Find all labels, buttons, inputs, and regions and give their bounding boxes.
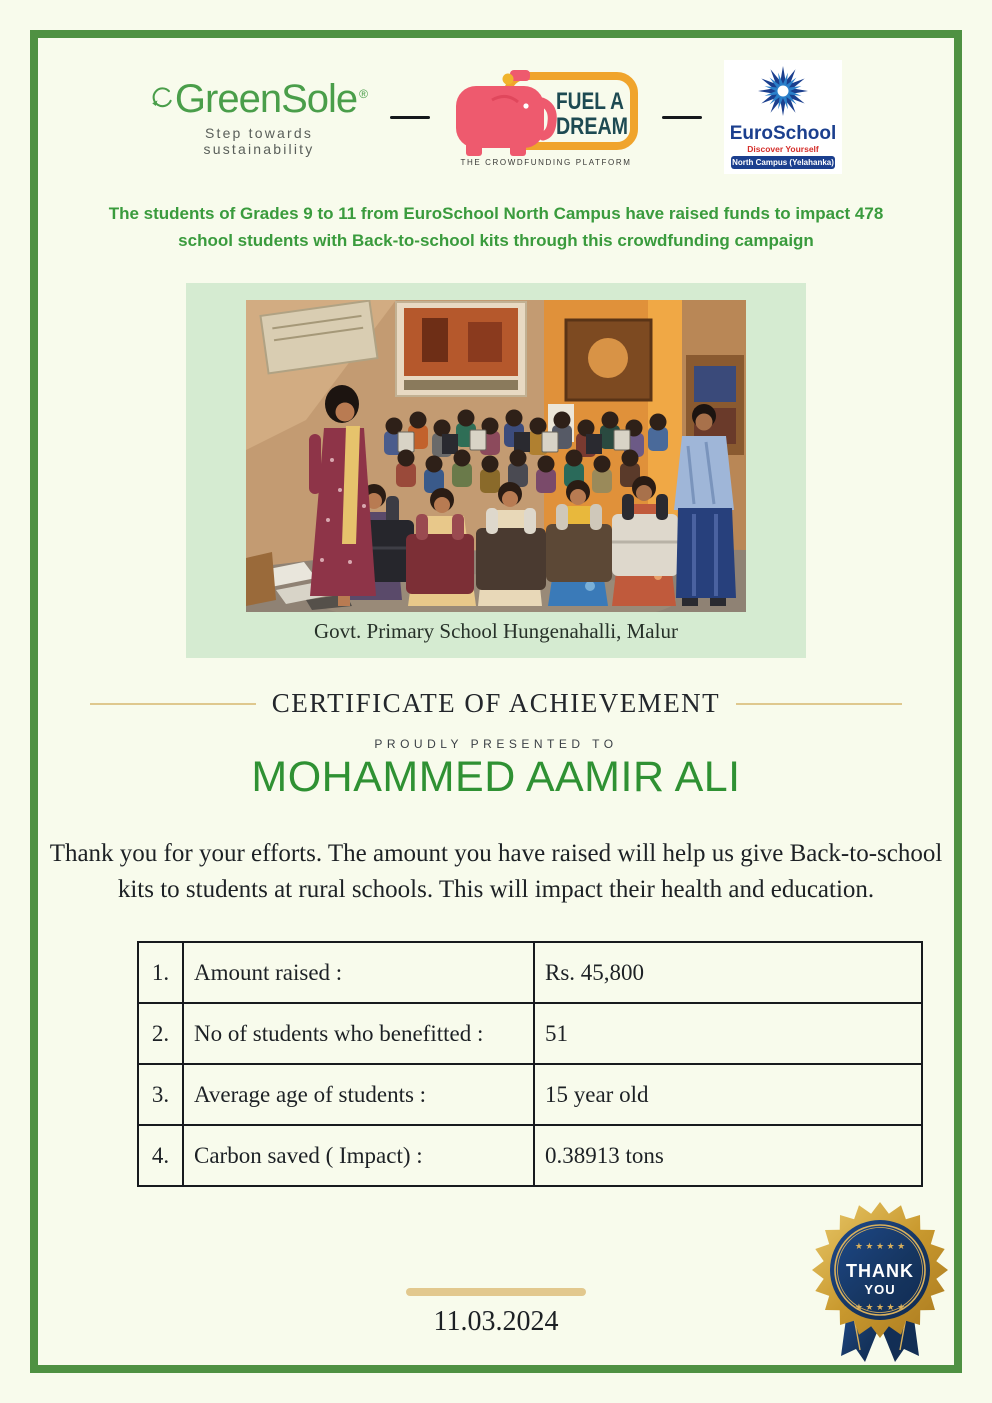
campaign-intro-text: The students of Grades 9 to 11 from EuroSchool North Campus have raised funds to impact 478 school students with Back-to-school kits through this crowdfunding campaign [108,204,884,251]
badge-stars-top: ★ ★ ★ ★ ★ [854,1241,906,1251]
greensole-arrow-icon [150,77,173,119]
recipient-name: MOHAMMED AAMIR ALI [251,753,741,801]
row-label: Amount raised : [183,942,534,1003]
row-number: 4. [138,1125,183,1186]
row-value: 15 year old [534,1064,922,1125]
euroschool-tagline: Discover Yourself [747,144,819,155]
euroschool-wordmark: EuroSchool [729,122,837,144]
certificate-title-row [0,688,992,719]
greensole-tagline: Step towards sustainability [203,125,315,157]
euroschool-star-icon [756,64,810,118]
greensole-wordmark: GreenSole [174,77,358,121]
dash-separator-icon [662,116,702,119]
badge-thank-label: THANK [846,1261,914,1281]
impact-table [137,941,923,1187]
table-row [138,1125,922,1186]
row-number: 2. [138,1003,183,1064]
row-label: No of students who benefitted : [183,1003,534,1064]
fuel-a-dream-logo [452,66,640,168]
certificate-date: 11.03.2024 [433,1306,559,1337]
euroschool-logo [724,60,842,175]
thank-you-message: Thank you for your efforts. The amount you have raised will help us give Back-to-school kits to students at rural schools. This will impact their health and education. [49,840,943,903]
badge-you-label: YOU [864,1282,896,1297]
title-rule-right [736,703,902,705]
row-number: 1. [138,942,183,1003]
logo-row [0,62,992,172]
date-rule [406,1288,586,1296]
table-row [138,1064,922,1125]
greensole-logo [150,77,368,157]
dash-separator-icon [390,116,430,119]
row-label: Carbon saved ( Impact) : [183,1125,534,1186]
euroschool-campus-label: North Campus (Yelahanka) [732,158,834,168]
badge-stars-bottom: ★ ★ ★ ★ ★ [854,1302,906,1312]
table-row [138,942,922,1003]
photo-panel [186,283,806,658]
row-number: 3. [138,1064,183,1125]
svg-text:FUEL A: FUEL A [556,88,624,115]
title-rule-left [90,703,256,705]
row-value: Rs. 45,800 [534,942,922,1003]
registered-trademark: ® [359,87,368,101]
presented-to-label: PROUDLY PRESENTED TO [374,737,618,751]
svg-text:DREAM: DREAM [556,113,628,140]
fuel-a-dream-wordmark [556,88,628,140]
row-value: 51 [534,1003,922,1064]
row-value: 0.38913 tons [534,1125,922,1186]
fuel-a-dream-tagline: THE CROWDFUNDING PLATFORM [460,158,632,167]
school-photo [246,300,746,612]
row-label: Average age of students : [183,1064,534,1125]
thank-you-badge [808,1198,952,1368]
table-row [138,1003,922,1064]
photo-caption: Govt. Primary School Hungenahalli, Malur [314,619,678,643]
certificate-title: CERTIFICATE OF ACHIEVEMENT [271,688,721,718]
